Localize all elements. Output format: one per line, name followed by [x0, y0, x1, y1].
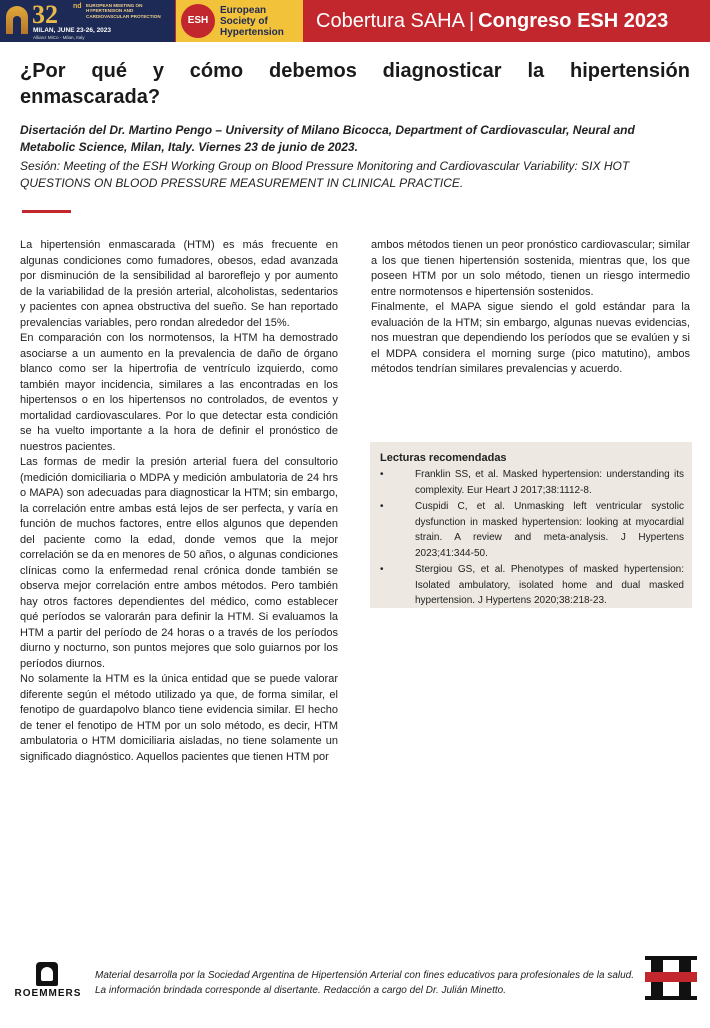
cathedral-icon	[6, 6, 28, 34]
event-number: 32	[32, 0, 58, 29]
event-venue: Allianz MiCo - Milan, Italy	[33, 35, 85, 40]
body-paragraph: En comparación con los normotensos, la HTM ha demostrado asociarse a un aumento en la prevalencia de daño de órgano blanco como ser la hipertrofia de ventrículo izquierdo, como también mayor incidencia, similares a las encontradas en los hipertensos o en los hipertensos no controlados, de eventos y mortalidad cardiovasculares. Por lo que detectar esta condición se ha vuelto importante a la hora de definir el pronóstico de nuestros pacientes.	[20, 332, 338, 453]
header-banner	[0, 0, 710, 42]
body-paragraph: Las formas de medir la presión arterial fuera del consultorio (medición domiciliaria o MDPA y medición ambulatoria de 24 hrs o MAPA) son adecuadas para diagnosticar la HTM; sin embargo, la correlación entre ambas está lejos de ser perfecta, y varía en función de muchos factores, entre ellos algunos que dependen del paciente como la edad, donde vemos que la mejor correlación se da en menores de 50 años, o algunas condiciones clínicas como la enfermedad renal crónica donde también se observa mejor correlación entre ambos métodos. Pero también hay otros factores dependientes del médico, como establecer qué períodos se valorarán para definir la HTM. Si evaluamos la HTM a partir del período de 24 horas o a través de los períodos diurno y nocturno, son puntos mejores que solo guiarnos por los períodos diurnos.	[20, 456, 338, 670]
event-number-suffix: nd	[73, 3, 82, 10]
bullet-icon: •	[380, 469, 384, 480]
session-line: Sesión: Meeting of the ESH Working Group on Blood Pressure Monitoring and Cardiovascular Variability: SIX HOT QUESTIONS ON BLOOD PRESSURE MEASUREMENT IN CLINICAL PRACTICE.	[20, 159, 630, 190]
title-divider	[22, 210, 71, 213]
sponsor-brand: ROEMMERS	[14, 988, 82, 999]
footer-note: Material desarrolla por la Sociedad Argentina de Hipertensión Arterial con fines educativos para profesionales de la salud. La información brindada corresponde al disertante. Redacción a cargo del Dr. Julián Minetto.	[95, 970, 635, 996]
bullet-icon: •	[380, 564, 384, 575]
body-paragraph: Finalmente, el MAPA sigue siendo el gold estándar para la evaluación de la HTM; sin embargo, algunas nuevas evidencias, nos muestran que dependiendo los períodos que se evalúen y si el MDPA considera el morning surge (pico matutino), ambos métodos tendrían similares prevalencias y acuerdo.	[371, 301, 690, 375]
esh-badge-icon: ESH	[181, 4, 215, 38]
body-paragraph: ambos métodos tienen un peor pronóstico cardiovascular; similar a los que tienen hipertensión sostenida, mientras que, los que poseen HTM por un solo método, tienen un riesgo intermedio entre normotensos e hipertensión sostenidos.	[371, 239, 690, 298]
body-paragraph: No solamente la HTM es la única entidad que se puede valorar diferente según el método utilizado ya que, de forma similar, el fenotipo de guardapolvo blanco tiene evidencia similar. El hecho de tener el fenotipo de HTM por un solo método, es decir, HTM ambulatoria o HTM domiciliaria aisladas, no tiene solamente un significado diagnóstico. Aquellos pacientes que tienen HTM por	[20, 673, 338, 763]
recommended-readings-box	[370, 442, 692, 608]
readings-list	[380, 467, 684, 609]
coverage-title-light: Cobertura SAHA	[316, 10, 465, 32]
article-title: ¿Por qué y cómo debemos diagnosticar la hipertensión enmascarada?	[20, 60, 690, 108]
roemmers-logo	[8, 962, 88, 1004]
event-logo	[0, 0, 175, 42]
reading-text: Franklin SS, et al. Masked hypertension: understanding its complexity. Eur Heart J 2017;38:1112-8.	[415, 469, 684, 496]
reading-item	[380, 467, 684, 498]
coverage-title-separator: |	[468, 10, 475, 32]
event-name: EUROPEAN MEETING ON HYPERTENSION AND CARDIOVASCULAR PROTECTION	[86, 3, 161, 19]
lion-icon	[36, 962, 58, 986]
readings-heading: Lecturas recomendadas	[380, 452, 507, 464]
reading-text: Cuspidi C, et al. Unmasking left ventricular systolic dysfunction in masked hypertension: looking at myocardial strain. A review and meta-analysis. J Hypertens 2023;41:344-50.	[415, 501, 684, 559]
reading-item	[380, 562, 684, 609]
bullet-icon: •	[380, 501, 384, 512]
saha-logo-icon	[645, 956, 697, 1002]
body-paragraph: La hipertensión enmascarada (HTM) es más frecuente en algunas condiciones como fumadores, obesos, edad avanzada por disminución de la sensibilidad al baroreflejo y por aumento de la variabilidad de la presión arterial, alcoholistas, sedentarios y pacientes con apnea obstructiva del sueño. Se han reportado prevalencias variables, pero rondan alrededor del 15%.	[20, 239, 338, 329]
body-right-column	[371, 238, 690, 378]
body-left-column	[20, 238, 338, 765]
reading-text: Stergiou GS, et al. Phenotypes of masked hypertension: Isolated ambulatory, isolated home and dual masked hypertension. J Hypertens 2020;38:218-23.	[415, 564, 684, 606]
speaker-line: Disertación del Dr. Martino Pengo – University of Milano Bicocca, Department of Cardiovascular, Neural and Metabolic Science, Milan, Italy. Viernes 23 de junio de 2023.	[20, 123, 635, 154]
reading-item	[380, 499, 684, 561]
coverage-title-bold: Congreso ESH 2023	[478, 10, 669, 32]
esh-logo	[176, 0, 303, 42]
coverage-title	[316, 0, 668, 42]
event-dates: MILAN, JUNE 23-26, 2023	[33, 27, 112, 34]
society-name: European Society of Hypertension	[220, 5, 284, 38]
